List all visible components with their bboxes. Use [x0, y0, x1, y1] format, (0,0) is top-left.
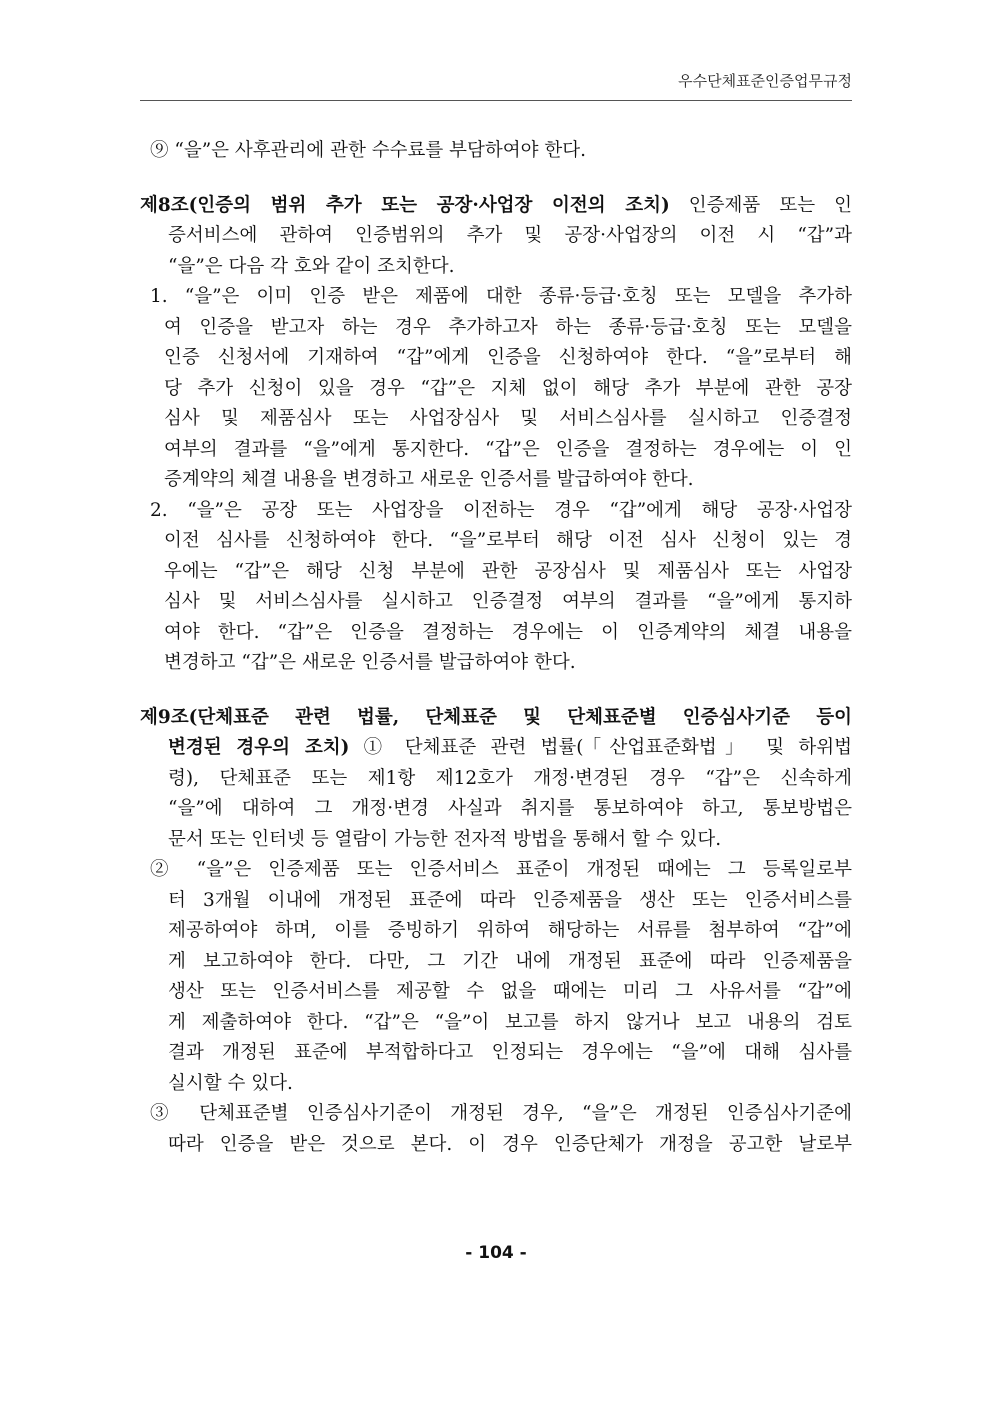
article-8-item-2-line: 이전 심사를 신청하여야 한다. “을”로부터 해당 이전 심사 신청이 있는 경 [164, 530, 852, 551]
article-8-first-line [140, 191, 852, 222]
article-9-line: 령), 단체표준 또는 제1항 제12호가 개정·변경된 경우 “갑”은 신속하게 [168, 767, 852, 789]
article-8-item-2-line: 심사 및 서비스심사를 실시하고 인증결정 여부의 결과를 “을”에게 통지하 [164, 591, 852, 612]
article-9-line: “을”에 대하여 그 개정·변경 사실과 취지를 통보하여야 하고, 통보방법은 [168, 798, 852, 819]
article-9-item-2-line: ② “을”은 인증제품 또는 인증서비스 표준이 개정된 때에는 그 등록일로부 [150, 859, 852, 880]
article-9-title-line: 제9조(단체표준 관련 법률, 단체표준 및 단체표준별 인증심사기준 등이 [140, 706, 852, 728]
article-9-item-2-line: 제공하여야 하며, 이를 증빙하기 위하여 해당하는 서류를 첨부하여 “갑”에 [168, 920, 852, 941]
article-9-item-2-line: 실시할 수 있다. [168, 1072, 293, 1094]
article-8-item-1-line: 여부의 결과를 “을”에게 통지한다. “갑”은 인증을 결정하는 경우에는 이 인 [164, 438, 852, 460]
article-9-title: 변경된 경우의 조치) [168, 737, 350, 758]
article-9-item-2-line: 생산 또는 인증서비스를 제공할 수 없을 때에는 미리 그 사유서를 “갑”에 [168, 981, 852, 1002]
page-number: - 104 - [465, 1243, 527, 1263]
article-9-item-3-line: 따라 인증을 받은 것으로 본다. 이 경우 인증단체가 개정을 공고한 날로부 [168, 1133, 852, 1155]
article-8-line: 증서비스에 관하여 인증범위의 추가 및 공장·사업장의 이전 시 “갑”과 [168, 225, 852, 246]
article-9-item-2-line: 결과 개정된 표준에 부적합하다고 인정되는 경우에는 “을”에 대해 심사를 [168, 1042, 852, 1063]
article-8-item-2-line: 변경하고 “갑”은 새로운 인증서를 발급하여야 한다. [164, 652, 576, 673]
article-9-item-2-line: 터 3개월 이내에 개정된 표준에 따라 인증제품을 생산 또는 인증서비스를 [168, 889, 852, 911]
article-9-line: 문서 또는 인터넷 등 열람이 가능한 전자적 방법을 통해서 할 수 있다. [168, 828, 722, 850]
article-8-item-1-line: 당 추가 신청이 있을 경우 “갑”은 지체 없이 해당 추가 부분에 관한 공장 [164, 377, 852, 399]
paragraph-gap [140, 167, 852, 191]
page-body [140, 136, 852, 1160]
article-9-item-2-line: 게 보고하여야 한다. 다만, 그 기간 내에 개정된 표준에 따라 인증제품을 [168, 950, 852, 972]
article-9-item-3-line: ③ 단체표준별 인증심사기준이 개정된 경우, “을”은 개정된 인증심사기준에 [150, 1103, 852, 1124]
article-8-line: “을”은 다음 각 호와 같이 조치한다. [168, 255, 455, 277]
article-9-item-2-line: 게 제출하여야 한다. “갑”은 “을”이 보고를 하지 않거나 보고 내용의 검토 [168, 1011, 852, 1033]
article-8-item-1-line: 1. “을”은 이미 인증 받은 제품에 대한 종류·등급·호칭 또는 모델을 추가하 [150, 286, 852, 307]
article-8-text: 인증제품 또는 인 [669, 194, 852, 216]
running-header: 우수단체표준인증업무규정 [678, 72, 852, 90]
article-8-item-1-line: 증계약의 체결 내용을 변경하고 새로운 인증서를 발급하여야 한다. [164, 469, 694, 490]
article-8-item-2-line: 여야 한다. “갑”은 인증을 결정하는 경우에는 이 인증계약의 체결 내용을 [164, 621, 852, 643]
article-9-text: ① 단체표준 관련 법률(「산업표준화법」 및 하위법 [349, 737, 852, 758]
article-8-item-1-line: 인증 신청서에 기재하여 “갑”에게 인증을 신청하여야 한다. “을”로부터 해 [164, 347, 852, 368]
item-9: ⑨ “을”은 사후관리에 관한 수수료를 부담하여야 한다. [150, 140, 587, 161]
article-8-item-1-line: 심사 및 제품심사 또는 사업장심사 및 서비스심사를 실시하고 인증결정 [164, 408, 852, 429]
article-8-item-1-line: 여 인증을 받고자 하는 경우 추가하고자 하는 종류·등급·호칭 또는 모델을 [164, 316, 852, 338]
header-divider [140, 100, 852, 101]
article-8-title: 제8조(인증의 범위 추가 또는 공장·사업장 이전의 조치) [140, 194, 670, 216]
paragraph-gap [140, 679, 852, 703]
article-9-second-line [140, 733, 852, 764]
article-8-item-2-line: 2. “을”은 공장 또는 사업장을 이전하는 경우 “갑”에게 해당 공장·사업장 [150, 499, 852, 521]
article-8-item-2-line: 우에는 “갑”은 해당 신청 부분에 관한 공장심사 및 제품심사 또는 사업장 [164, 560, 852, 582]
